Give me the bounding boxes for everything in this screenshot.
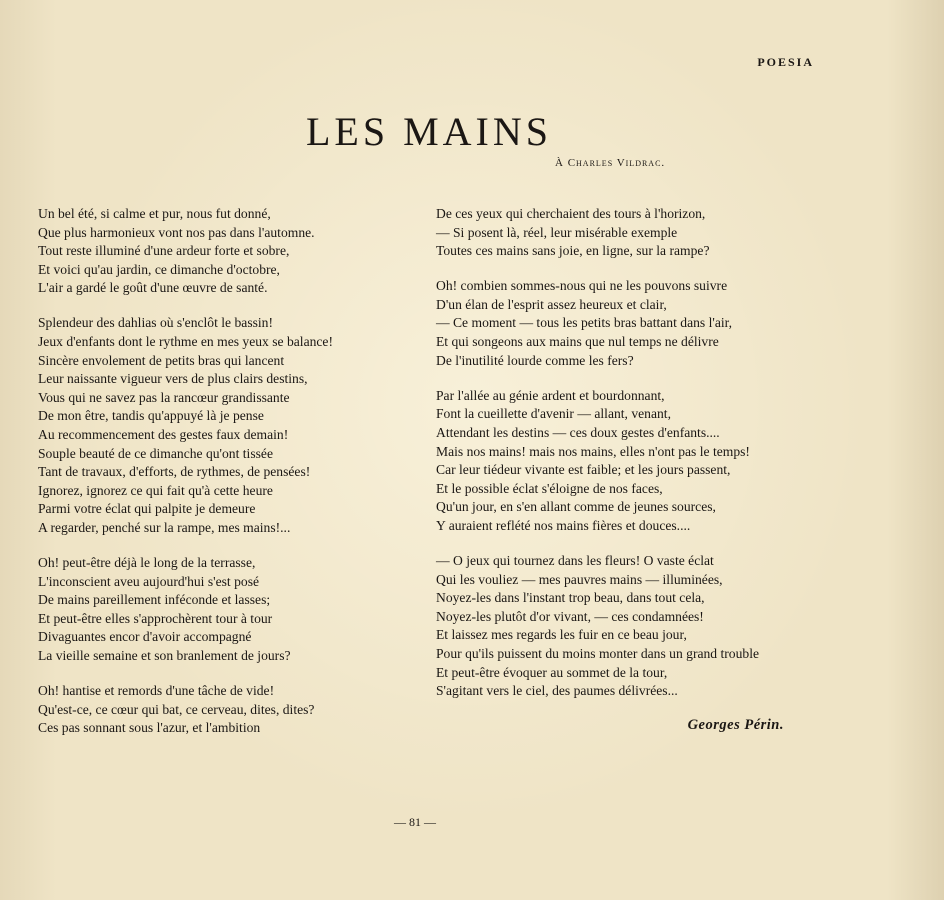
poem-stanza xyxy=(38,314,418,537)
poem-line: Splendeur des dahlias où s'enclôt le bassin! xyxy=(38,315,274,331)
poem-line: La vieille semaine et son branlement de jours? xyxy=(38,648,291,664)
poem-line: Et laissez mes regards les fuir en ce beau jour, xyxy=(436,627,687,643)
poem-line: De mains pareillement inféconde et lasses; xyxy=(38,592,271,608)
poem-line: Y auraient reflété nos mains fières et douces.... xyxy=(436,517,691,533)
poem-line: Pour qu'ils puissent du moins monter dans un grand trouble xyxy=(436,645,760,661)
poem-line: Noyez-les plutôt d'or vivant, — ces condamnées! xyxy=(436,608,704,624)
poem-stanza xyxy=(38,682,418,738)
poem-line: Font la cueillette d'avenir — allant, venant, xyxy=(436,406,671,422)
page-number: — 81 — xyxy=(394,815,436,829)
poem-line: Noyez-les dans l'instant trop beau, dans tout cela, xyxy=(436,590,705,606)
poem-dedication: À Charles Vildrac. xyxy=(555,157,666,169)
poem-line: L'inconscient aveu aujourd'hui s'est posé xyxy=(38,573,260,589)
poem-line: Qui les vouliez — mes pauvres mains — illuminées, xyxy=(436,571,723,587)
poem-line: L'air a gardé le goût d'une œuvre de santé. xyxy=(38,280,268,296)
poem-line: Qu'un jour, en s'en allant comme de jeunes sources, xyxy=(436,499,716,515)
poem-line: — O jeux qui tournez dans les fleurs! O vaste éclat xyxy=(436,553,714,568)
poem-line: Souple beauté de ce dimanche qu'ont tissée xyxy=(38,445,273,461)
poem-line: Mais nos mains! mais nos mains, elles n'ont pas le temps! xyxy=(436,443,750,459)
poem-stanza xyxy=(436,552,816,701)
poem-title: LES MAINS xyxy=(305,109,553,154)
poem-line: Parmi votre éclat qui palpite je demeure xyxy=(38,501,256,517)
poem-line: Au recommencement des gestes faux demain! xyxy=(38,427,289,443)
poem-line: De mon être, tandis qu'appuyé là je pense xyxy=(38,408,264,424)
poem-line: S'agitant vers le ciel, des paumes délivrées... xyxy=(436,683,678,699)
poem-line: Oh! peut-être déjà le long de la terrasse, xyxy=(38,555,256,571)
poem-author-signature: Georges Périn. xyxy=(687,717,784,733)
poem-line: Oh! combien sommes-nous qui ne les pouvons suivre xyxy=(436,278,728,294)
poem-line: Jeux d'enfants dont le rythme en mes yeux se balance! xyxy=(38,334,333,350)
poem-line: Par l'allée au génie ardent et bourdonnant, xyxy=(436,387,665,403)
poem-line: Toutes ces mains sans joie, en ligne, sur la rampe? xyxy=(436,243,710,259)
poem-line: Et peut-être elles s'approchèrent tour à tour xyxy=(38,610,273,626)
poem-line: Tout reste illuminé d'une ardeur forte et sobre, xyxy=(38,243,290,259)
poem-line: — Ce moment — tous les petits bras battant dans l'air, xyxy=(436,315,733,331)
poem-right-column xyxy=(436,205,816,717)
poem-line: Vous qui ne savez pas la rancœur grandissante xyxy=(38,389,290,405)
poem-stanza xyxy=(38,205,418,298)
poem-line: D'un élan de l'esprit assez heureux et clair, xyxy=(436,296,667,312)
poem-line: Que plus harmonieux vont nos pas dans l'automne. xyxy=(38,224,315,240)
poem-line: Ces pas sonnant sous l'azur, et l'ambition xyxy=(38,720,261,736)
poem-line: Qu'est-ce, ce cœur qui bat, ce cerveau, dites, dites? xyxy=(38,701,315,717)
poem-line: Et voici qu'au jardin, ce dimanche d'octobre, xyxy=(38,261,280,277)
poem-stanza xyxy=(436,205,816,261)
poem-line: Tant de travaux, d'efforts, de rythmes, de pensées! xyxy=(38,464,311,480)
poem-line: A regarder, penché sur la rampe, mes mains!... xyxy=(38,520,291,535)
poem-line: Et qui songeons aux mains que nul temps ne délivre xyxy=(436,334,719,350)
poem-line: Divaguantes encor d'avoir accompagné xyxy=(38,629,252,645)
poem-left-column xyxy=(38,205,418,754)
poem-line: Oh! hantise et remords d'une tâche de vide! xyxy=(38,683,275,699)
poem-stanza xyxy=(436,277,816,370)
poem-line: — Si posent là, réel, leur misérable exemple xyxy=(436,224,678,240)
poem-line: Sincère envolement de petits bras qui lancent xyxy=(38,352,285,368)
poem-line: Attendant les destins — ces doux gestes d'enfants.... xyxy=(436,424,720,440)
poem-line: Leur naissante vigueur vers de plus clairs destins, xyxy=(38,371,308,387)
poem-line: De l'inutilité lourde comme les fers? xyxy=(436,352,634,368)
poem-line: Car leur tiédeur vivante est faible; et les jours passent, xyxy=(436,462,731,478)
poem-line: Un bel été, si calme et pur, nous fut donné, xyxy=(38,206,271,221)
poem-line: De ces yeux qui cherchaient des tours à l'horizon, xyxy=(436,206,706,221)
poem-stanza xyxy=(38,554,418,666)
poem-line: Et peut-être évoquer au sommet de la tour, xyxy=(436,664,668,680)
section-label: POESIA xyxy=(757,55,814,69)
poem-line: Ignorez, ignorez ce qui fait qu'à cette heure xyxy=(38,482,273,498)
poem-line: Et le possible éclat s'éloigne de nos faces, xyxy=(436,480,663,496)
poem-stanza xyxy=(436,387,816,536)
